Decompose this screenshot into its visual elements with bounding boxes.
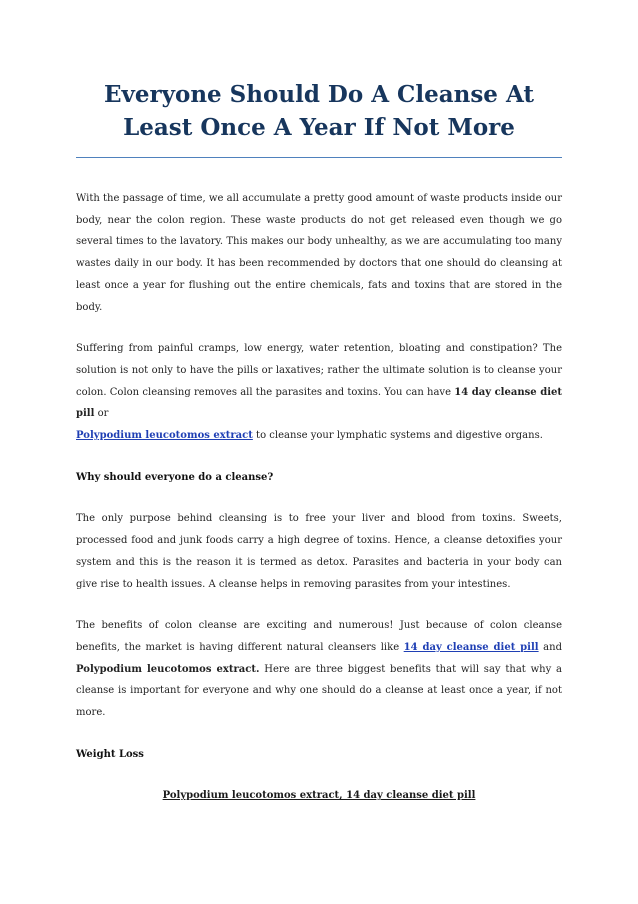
- title-divider: [76, 157, 562, 158]
- title-line-1: Everyone Should Do A Cleanse At: [103, 81, 535, 108]
- footer-keywords-link[interactable]: Polypodium leucotomos extract, 14 day cleanse diet pill: [162, 790, 476, 802]
- paragraph-4: [76, 615, 562, 724]
- paragraph-2: [76, 338, 562, 447]
- polypodium-link[interactable]: Polypodium leucotomos extract: [76, 430, 253, 442]
- paragraph-2-tail: to cleanse your lymphatic systems and digestive organs.: [252, 430, 543, 442]
- section-heading-why: Why should everyone do a cleanse?: [76, 471, 274, 483]
- paragraph-2-or: or: [94, 408, 109, 420]
- paragraph-4-tail: Here are three biggest benefits that will say that why a cleanse is important for everyone and why one should do a cleanse at least once a year, if not more.: [76, 663, 563, 719]
- page-title: [76, 78, 562, 144]
- paragraph-4-bold: Polypodium leucotomos extract.: [76, 663, 260, 675]
- section-heading-weight-loss: Weight Loss: [76, 748, 144, 760]
- cleanse-pill-link[interactable]: 14 day cleanse diet pill: [403, 641, 539, 653]
- paragraph-2-bold: 14 day cleanse diet pill: [76, 386, 563, 420]
- paragraph-4-text: The benefits of colon cleanse are exciting and numerous! Just because of colon cleanse benefits, the market is having different natural cleansers like: [76, 620, 562, 653]
- paragraph-4-and: and: [538, 641, 562, 653]
- title-line-2: Least Once A Year If Not More: [123, 114, 515, 141]
- paragraph-3: The only purpose behind cleansing is to free your liver and blood from toxins. Sweets, processed food and junk foods carry a high degree of toxins. Hence, a cleanse detoxifies your system and this is the reason it is termed as detox. Parasites and bacteria in your body can give rise to health issues. A cleanse helps in removing parasites from your intestines.: [76, 513, 562, 590]
- paragraph-1: With the passage of time, we all accumulate a pretty good amount of waste products inside our body, near the colon region. These waste products do not get released even though we go several times to the lavatory. This makes our body unhealthy, as we are accumulating too many wastes daily in our body. It has been recommended by doctors that one should do cleansing at least once a year for flushing out the entire chemicals, fats and toxins that are stored in the body.: [76, 193, 562, 313]
- document-page: [0, 78, 638, 904]
- paragraph-2-text: Suffering from painful cramps, low energy, water retention, bloating and constipation? The solution is not only to have the pills or laxatives; rather the ultimate solution is to cleanse your colon. Colon cleansing removes all the parasites and toxins. You can have: [76, 343, 562, 398]
